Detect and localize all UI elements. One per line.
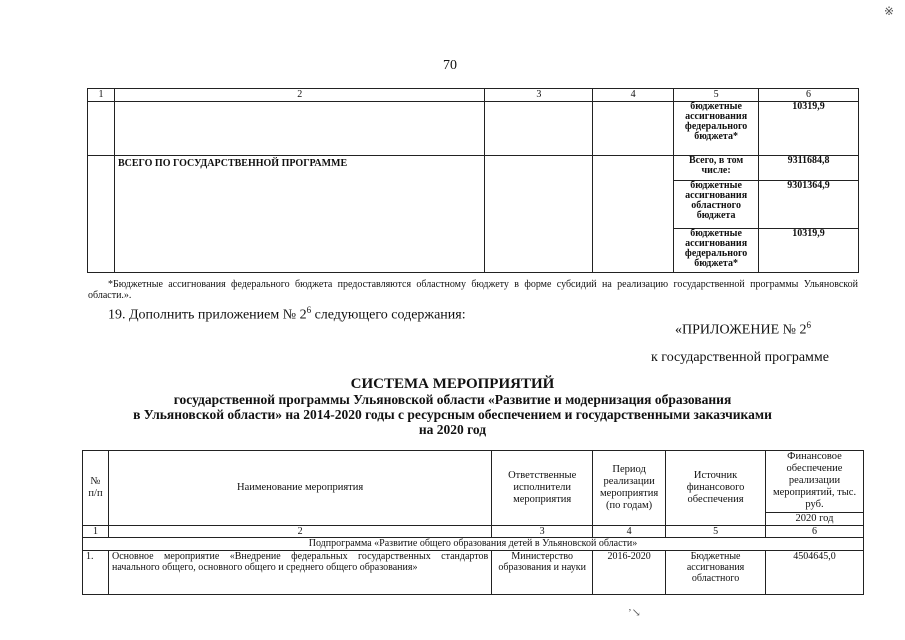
- footnote: *Бюджетные ассигнования федерального бюджета предоставляются областному бюджету в форме субсидий на реализацию государственной программы Ульяновской области.».: [88, 279, 858, 301]
- row-amount: 4504645,0: [766, 551, 864, 595]
- col-num: 2: [114, 89, 484, 102]
- title-line-1: СИСТЕМА МЕРОПРИЯТИЙ: [350, 376, 555, 392]
- col-num: 5: [674, 89, 759, 102]
- col-num: 1: [88, 89, 115, 102]
- title-line-3: в Ульяновской области» на 2014-2020 годы с ресурсным обеспечением и государственными заказчиками: [133, 407, 772, 422]
- row-name: Основное мероприятие «Внедрение федеральных государственных стандартов начального общего, основного общего и среднего общего образования»: [108, 551, 491, 595]
- document-title: [60, 376, 845, 437]
- paragraph-sup: 6: [306, 305, 312, 315]
- scan-mark: ʼ↘: [628, 607, 641, 619]
- funding-source: бюджетные ассигнования федерального бюджета*: [674, 229, 759, 273]
- appendix-sup: 6: [806, 320, 811, 330]
- paragraph-tail: следующего содержания:: [311, 307, 466, 323]
- appendix-text: «ПРИЛОЖЕНИЕ № 2: [675, 322, 807, 338]
- col-num: 2: [108, 526, 491, 538]
- activities-table: [82, 450, 864, 595]
- col-num: 4: [593, 526, 666, 538]
- row-period: 2016-2020: [593, 551, 666, 595]
- row-executor: Министерство образования и науки: [492, 551, 593, 595]
- column-number-row: [88, 89, 859, 102]
- title-line-4: на 2020 год: [418, 422, 487, 437]
- header-num: № п/п: [83, 451, 109, 526]
- header-source: Источник финансового обеспечения: [666, 451, 766, 526]
- row-source: Бюджетные ассигнования областного: [666, 551, 766, 595]
- header-executors: Ответственные исполнители мероприятия: [492, 451, 593, 526]
- table-row: [83, 551, 864, 595]
- page-number: 70: [443, 58, 457, 73]
- scan-mark: ※: [884, 4, 895, 18]
- total-label: ВСЕГО ПО ГОСУДАРСТВЕННОЙ ПРОГРАММЕ: [114, 156, 484, 273]
- table-row: [88, 102, 859, 156]
- table-row: [88, 156, 859, 181]
- header-finance: Финансовое обеспечение реализации мероприятий, тыс. руб.: [766, 451, 864, 513]
- funding-amount: 9311684,8: [759, 156, 859, 181]
- resource-table: [87, 88, 859, 273]
- appendix-subtitle: к государственной программе: [651, 350, 829, 365]
- header-period: Период реализации мероприятия (по годам): [593, 451, 666, 526]
- paragraph-text: 19. Дополнить приложением № 2: [108, 307, 307, 323]
- header-name: Наименование мероприятия: [108, 451, 491, 526]
- header-year: 2020 год: [766, 513, 864, 526]
- row-num: 1.: [83, 551, 109, 595]
- paragraph-19: [108, 305, 466, 324]
- col-num: 6: [766, 526, 864, 538]
- column-number-row: [83, 526, 864, 538]
- col-num: 3: [492, 526, 593, 538]
- title-line-2: государственной программы Ульяновской области «Развитие и модернизация образования: [173, 392, 732, 407]
- funding-source: Всего, в том числе:: [674, 156, 759, 181]
- subprogram-title: Подпрограмма «Развитие общего образования детей в Ульяновской области»: [83, 538, 864, 551]
- col-num: 5: [666, 526, 766, 538]
- funding-source: бюджетные ассигнования областного бюджета: [674, 181, 759, 229]
- funding-amount: 10319,9: [759, 229, 859, 273]
- col-num: 3: [485, 89, 593, 102]
- funding-amount: 9301364,9: [759, 181, 859, 229]
- funding-amount: 10319,9: [759, 102, 859, 156]
- col-num: 4: [593, 89, 674, 102]
- subprogram-row: [83, 538, 864, 551]
- col-num: 6: [759, 89, 859, 102]
- col-num: 1: [83, 526, 109, 538]
- appendix-label: [675, 320, 811, 339]
- header-row: [83, 451, 864, 513]
- funding-source: бюджетные ассигнования федерального бюджета*: [674, 102, 759, 156]
